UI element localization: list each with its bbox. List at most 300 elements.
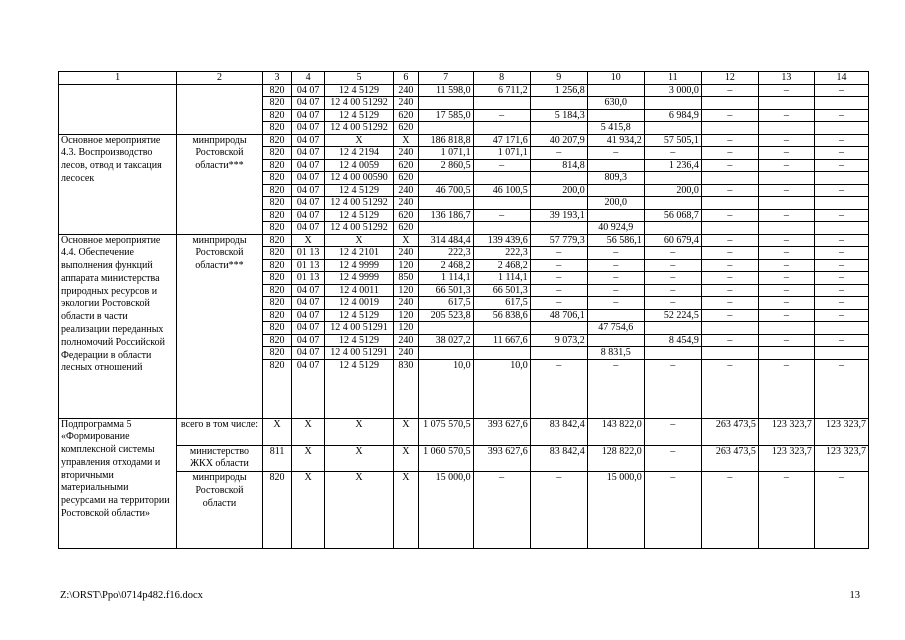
table-cell: 01 13: [292, 247, 325, 260]
table-cell: [644, 322, 701, 335]
table-cell: Х: [324, 445, 393, 472]
table-cell: 2 468,2: [473, 259, 530, 272]
table-cell: –: [644, 418, 701, 445]
table-cell: 12 4 5129: [324, 109, 393, 122]
table-cell: –: [701, 259, 758, 272]
table-cell: –: [758, 259, 814, 272]
table-cell: 3 000,0: [644, 84, 701, 97]
row-org: министерство ЖКХ области: [177, 445, 263, 472]
table-cell: 2 860,5: [418, 159, 473, 172]
table-cell: 617,5: [473, 297, 530, 310]
table-cell: [758, 222, 814, 235]
table-cell: 12 4 0019: [324, 297, 393, 310]
table-cell: 1 114,1: [473, 272, 530, 285]
table-row: [59, 234, 869, 247]
table-cell: [644, 172, 701, 185]
table-cell: –: [587, 297, 644, 310]
table-cell: 01 13: [292, 272, 325, 285]
header-cell: 7: [418, 72, 473, 85]
table-cell: [587, 334, 644, 347]
table-cell: Х: [292, 472, 325, 549]
table-cell: –: [814, 109, 868, 122]
table-cell: –: [644, 284, 701, 297]
table-cell: –: [814, 247, 868, 260]
table-cell: [587, 84, 644, 97]
table-cell: –: [473, 109, 530, 122]
table-cell: 12 4 00 51292: [324, 122, 393, 135]
table-cell: 12 4 5129: [324, 359, 393, 418]
table-cell: 263 473,5: [701, 445, 758, 472]
table-cell: –: [814, 184, 868, 197]
table-cell: [587, 309, 644, 322]
table-cell: –: [758, 134, 814, 147]
table-cell: –: [701, 209, 758, 222]
table-cell: [473, 97, 530, 110]
table-cell: –: [814, 334, 868, 347]
table-cell: Х: [324, 418, 393, 445]
table-cell: 820: [262, 347, 292, 360]
table-cell: –: [814, 134, 868, 147]
table-cell: 12 4 00 00590: [324, 172, 393, 185]
table-cell: [644, 347, 701, 360]
table-cell: [418, 347, 473, 360]
table-cell: –: [814, 159, 868, 172]
table-cell: Х: [394, 234, 418, 247]
table-cell: 12 4 9999: [324, 259, 393, 272]
table-cell: 1 236,4: [644, 159, 701, 172]
table-cell: 39 193,1: [530, 209, 587, 222]
table-cell: 10,0: [418, 359, 473, 418]
table-cell: [644, 97, 701, 110]
table-cell: 820: [262, 184, 292, 197]
table-cell: 12 4 5129: [324, 309, 393, 322]
table-cell: [758, 172, 814, 185]
table-cell: 820: [262, 197, 292, 210]
table-cell: [587, 109, 644, 122]
table-cell: –: [758, 184, 814, 197]
table-cell: 620: [394, 122, 418, 135]
table-cell: Х: [292, 418, 325, 445]
table-cell: 04 07: [292, 147, 325, 160]
table-cell: 222,3: [418, 247, 473, 260]
table-cell: –: [701, 147, 758, 160]
table-cell: [530, 347, 587, 360]
section-label: [59, 84, 177, 134]
table-cell: 8 831,5: [587, 347, 644, 360]
table-cell: –: [530, 147, 587, 160]
table-cell: 12 4 5129: [324, 209, 393, 222]
table-cell: [814, 122, 868, 135]
table-cell: –: [701, 272, 758, 285]
table-cell: –: [758, 234, 814, 247]
section-org: минприроды Ростовской области***: [177, 134, 263, 234]
table-cell: 48 706,1: [530, 309, 587, 322]
table-cell: –: [701, 359, 758, 418]
table-cell: –: [758, 272, 814, 285]
table-cell: –: [530, 297, 587, 310]
table-cell: 123 323,7: [814, 445, 868, 472]
table-cell: 240: [394, 147, 418, 160]
table-cell: [644, 197, 701, 210]
table-cell: 52 224,5: [644, 309, 701, 322]
table-cell: 620: [394, 109, 418, 122]
table-cell: 186 818,8: [418, 134, 473, 147]
table-cell: 01 13: [292, 259, 325, 272]
table-cell: –: [758, 334, 814, 347]
table-cell: 820: [262, 309, 292, 322]
table-cell: 811: [262, 445, 292, 472]
table-cell: 04 07: [292, 134, 325, 147]
table-cell: 1 071,1: [473, 147, 530, 160]
table-cell: –: [758, 297, 814, 310]
table-cell: 41 934,2: [587, 134, 644, 147]
table-cell: 04 07: [292, 297, 325, 310]
table-cell: 57 779,3: [530, 234, 587, 247]
table-cell: –: [701, 109, 758, 122]
table-cell: 1 114,1: [418, 272, 473, 285]
table-cell: Х: [394, 134, 418, 147]
table-cell: 15 000,0: [587, 472, 644, 549]
table-cell: [418, 222, 473, 235]
table-cell: –: [644, 297, 701, 310]
table-cell: 12 4 00 51292: [324, 97, 393, 110]
table-cell: –: [701, 334, 758, 347]
table-cell: –: [701, 297, 758, 310]
table-cell: –: [644, 272, 701, 285]
table-cell: 8 454,9: [644, 334, 701, 347]
table-cell: 240: [394, 97, 418, 110]
table-cell: Х: [394, 472, 418, 549]
table-cell: 314 484,4: [418, 234, 473, 247]
table-cell: –: [758, 84, 814, 97]
table-cell: –: [758, 359, 814, 418]
table-cell: 60 679,4: [644, 234, 701, 247]
table-cell: 04 07: [292, 172, 325, 185]
table-cell: 12 4 00 51291: [324, 322, 393, 335]
header-cell: 2: [177, 72, 263, 85]
table-cell: [587, 184, 644, 197]
header-cell: 13: [758, 72, 814, 85]
table-cell: –: [814, 259, 868, 272]
table-cell: 12 4 0059: [324, 159, 393, 172]
table-cell: –: [758, 309, 814, 322]
table-cell: [701, 197, 758, 210]
table-row: [59, 472, 869, 549]
table-cell: 47 754,6: [587, 322, 644, 335]
table-cell: –: [701, 472, 758, 549]
table-cell: –: [530, 472, 587, 549]
table-cell: 6 984,9: [644, 109, 701, 122]
header-cell: 8: [473, 72, 530, 85]
table-cell: 10,0: [473, 359, 530, 418]
table-cell: –: [644, 359, 701, 418]
table-cell: 820: [262, 259, 292, 272]
table-cell: –: [814, 472, 868, 549]
table-cell: 830: [394, 359, 418, 418]
table-cell: Х: [394, 418, 418, 445]
table-cell: [814, 222, 868, 235]
table-cell: 12 4 5129: [324, 84, 393, 97]
table-cell: 222,3: [473, 247, 530, 260]
table-cell: [758, 97, 814, 110]
table-cell: [758, 322, 814, 335]
table-cell: 04 07: [292, 109, 325, 122]
header-cell: 11: [644, 72, 701, 85]
table-cell: 136 186,7: [418, 209, 473, 222]
table-cell: 617,5: [418, 297, 473, 310]
table-cell: 17 585,0: [418, 109, 473, 122]
table-cell: –: [814, 284, 868, 297]
table-cell: 04 07: [292, 122, 325, 135]
row-org: минприроды Ростовской области: [177, 472, 263, 549]
table-cell: [758, 197, 814, 210]
table-cell: 6 711,2: [473, 84, 530, 97]
table-cell: 850: [394, 272, 418, 285]
table-cell: 123 323,7: [758, 445, 814, 472]
table-cell: 12 4 0011: [324, 284, 393, 297]
table-cell: 820: [262, 159, 292, 172]
table-cell: 04 07: [292, 84, 325, 97]
header-cell: 1: [59, 72, 177, 85]
table-cell: 820: [262, 234, 292, 247]
table-cell: –: [473, 159, 530, 172]
table-cell: –: [587, 259, 644, 272]
table-cell: –: [814, 147, 868, 160]
header-row: [59, 72, 869, 85]
table-cell: 1 060 570,5: [418, 445, 473, 472]
table-cell: [530, 197, 587, 210]
table-cell: 11 598,0: [418, 84, 473, 97]
table-cell: 56 068,7: [644, 209, 701, 222]
table-cell: 66 501,3: [418, 284, 473, 297]
table-cell: 123 323,7: [758, 418, 814, 445]
table-cell: 120: [394, 259, 418, 272]
table-cell: [814, 347, 868, 360]
table-cell: 200,0: [530, 184, 587, 197]
header-cell: 5: [324, 72, 393, 85]
table-cell: [814, 97, 868, 110]
table-cell: Х: [292, 445, 325, 472]
header-cell: 3: [262, 72, 292, 85]
table-cell: 9 073,2: [530, 334, 587, 347]
table-cell: [701, 322, 758, 335]
table-cell: 240: [394, 347, 418, 360]
table-cell: –: [758, 209, 814, 222]
table-cell: 200,0: [587, 197, 644, 210]
table-cell: –: [814, 297, 868, 310]
table-cell: [473, 172, 530, 185]
table-cell: 630,0: [587, 97, 644, 110]
table-cell: 240: [394, 334, 418, 347]
table-cell: 04 07: [292, 284, 325, 297]
row-org: всего в том числе:: [177, 418, 263, 445]
table-cell: [473, 197, 530, 210]
table-cell: –: [814, 272, 868, 285]
table-cell: –: [814, 359, 868, 418]
header-cell: 6: [394, 72, 418, 85]
table-cell: 04 07: [292, 322, 325, 335]
table-cell: –: [587, 284, 644, 297]
table-cell: –: [701, 247, 758, 260]
table-cell: –: [814, 84, 868, 97]
table-cell: 820: [262, 359, 292, 418]
table-cell: –: [701, 234, 758, 247]
table-cell: 820: [262, 97, 292, 110]
table-cell: Х: [292, 234, 325, 247]
header-cell: 9: [530, 72, 587, 85]
table-cell: 393 627,6: [473, 418, 530, 445]
table-cell: –: [644, 259, 701, 272]
table-cell: 820: [262, 297, 292, 310]
table-cell: [530, 322, 587, 335]
section-org: [177, 84, 263, 134]
table-cell: 15 000,0: [418, 472, 473, 549]
table-cell: –: [644, 445, 701, 472]
table-cell: 12 4 2194: [324, 147, 393, 160]
table-cell: 46 700,5: [418, 184, 473, 197]
table-cell: 04 07: [292, 97, 325, 110]
table-cell: –: [530, 284, 587, 297]
table-cell: –: [644, 247, 701, 260]
table-cell: 240: [394, 247, 418, 260]
table-cell: 820: [262, 284, 292, 297]
table-cell: 66 501,3: [473, 284, 530, 297]
table-cell: 1 256,8: [530, 84, 587, 97]
table-cell: –: [814, 309, 868, 322]
table-cell: 820: [262, 247, 292, 260]
table-cell: 46 100,5: [473, 184, 530, 197]
table-cell: 12 4 9999: [324, 272, 393, 285]
table-cell: [758, 122, 814, 135]
table-cell: –: [587, 247, 644, 260]
table-row: [59, 418, 869, 445]
table-cell: 240: [394, 184, 418, 197]
table-cell: –: [644, 147, 701, 160]
table-cell: [418, 197, 473, 210]
table-cell: 1 071,1: [418, 147, 473, 160]
table-cell: [701, 122, 758, 135]
table-cell: –: [587, 359, 644, 418]
table-cell: 809,3: [587, 172, 644, 185]
table-cell: –: [701, 159, 758, 172]
header-cell: 12: [701, 72, 758, 85]
table-cell: [418, 172, 473, 185]
table-cell: 820: [262, 222, 292, 235]
table-cell: 240: [394, 197, 418, 210]
table-cell: 240: [394, 297, 418, 310]
table-cell: –: [758, 159, 814, 172]
table-cell: 40 924,9: [587, 222, 644, 235]
table-cell: 820: [262, 122, 292, 135]
table-cell: [644, 122, 701, 135]
table-cell: –: [530, 247, 587, 260]
table-cell: [473, 322, 530, 335]
section-label: Основное мероприятие 4.4. Обеспечение выполнения функций аппарата министерства природных ресурсов и экологии Ростовской области в части реализации переданных полномочий Российской Федерации в области лесных отношений: [59, 234, 177, 418]
table-cell: 123 323,7: [814, 418, 868, 445]
table-cell: 1 075 570,5: [418, 418, 473, 445]
table-cell: [530, 122, 587, 135]
section-org: минприроды Ростовской области***: [177, 234, 263, 418]
table-row: [59, 134, 869, 147]
table-cell: Х: [324, 134, 393, 147]
budget-table: [58, 71, 869, 549]
table-cell: –: [587, 272, 644, 285]
table-cell: Х: [324, 234, 393, 247]
table-cell: 620: [394, 159, 418, 172]
table-cell: [814, 197, 868, 210]
table-cell: –: [587, 147, 644, 160]
table-cell: 12 4 5129: [324, 184, 393, 197]
table-cell: –: [701, 309, 758, 322]
table-row: [59, 445, 869, 472]
table-cell: –: [758, 147, 814, 160]
table-cell: [701, 172, 758, 185]
table-cell: 393 627,6: [473, 445, 530, 472]
table-cell: 12 4 00 51291: [324, 347, 393, 360]
table-cell: [530, 172, 587, 185]
table-cell: –: [758, 247, 814, 260]
table-cell: –: [530, 359, 587, 418]
table-cell: 5 184,3: [530, 109, 587, 122]
table-cell: [473, 222, 530, 235]
table-cell: –: [644, 472, 701, 549]
table-cell: 820: [262, 109, 292, 122]
table-cell: 11 667,6: [473, 334, 530, 347]
table-cell: Х: [262, 418, 292, 445]
table-cell: 57 505,1: [644, 134, 701, 147]
table-cell: 04 07: [292, 159, 325, 172]
table-cell: 620: [394, 172, 418, 185]
table-cell: 820: [262, 84, 292, 97]
table-cell: –: [758, 109, 814, 122]
header-cell: 14: [814, 72, 868, 85]
table-cell: 56 838,6: [473, 309, 530, 322]
table-cell: [418, 97, 473, 110]
header-cell: 10: [587, 72, 644, 85]
table-cell: 814,8: [530, 159, 587, 172]
table-cell: 128 822,0: [587, 445, 644, 472]
table-cell: 820: [262, 172, 292, 185]
table-cell: 47 171,6: [473, 134, 530, 147]
table-cell: –: [701, 284, 758, 297]
table-cell: –: [701, 134, 758, 147]
table-cell: 12 4 2101: [324, 247, 393, 260]
table-cell: 04 07: [292, 334, 325, 347]
table-cell: 820: [262, 147, 292, 160]
table-cell: 2 468,2: [418, 259, 473, 272]
table-cell: Х: [324, 472, 393, 549]
table-cell: –: [530, 259, 587, 272]
header-cell: 4: [292, 72, 325, 85]
table-cell: 04 07: [292, 197, 325, 210]
table-cell: 12 4 00 51292: [324, 197, 393, 210]
section-label: Основное мероприятие 4.3. Воспроизводство лесов, отвод и таксация лесосек: [59, 134, 177, 234]
table-cell: –: [701, 84, 758, 97]
table-cell: 620: [394, 222, 418, 235]
table-cell: 620: [394, 209, 418, 222]
table-cell: 820: [262, 322, 292, 335]
table-cell: [473, 347, 530, 360]
table-cell: 04 07: [292, 222, 325, 235]
table-cell: [644, 222, 701, 235]
table-cell: 240: [394, 84, 418, 97]
table-cell: 83 842,4: [530, 445, 587, 472]
page-number: 13: [849, 590, 860, 601]
table-cell: 143 822,0: [587, 418, 644, 445]
table-cell: 205 523,8: [418, 309, 473, 322]
table-cell: 820: [262, 272, 292, 285]
table-cell: 120: [394, 309, 418, 322]
